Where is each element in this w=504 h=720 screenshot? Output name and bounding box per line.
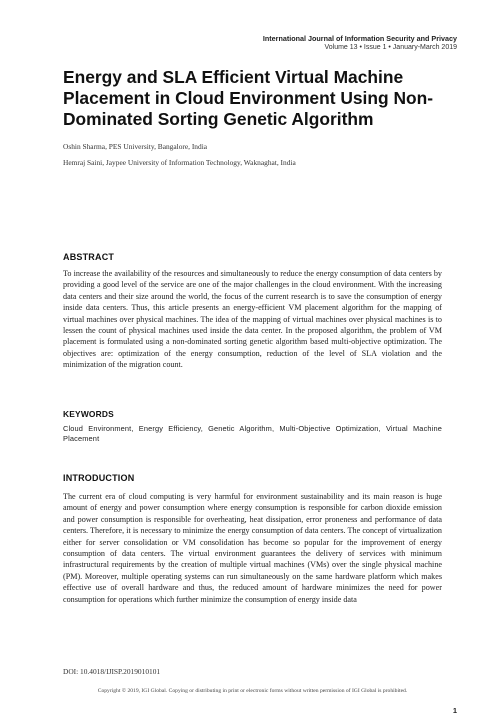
article-title: Energy and SLA Efficient Virtual Machine Placement in Cloud Environment Using Non-Dominated Sorting Genetic Algorithm	[63, 67, 434, 129]
keywords-body: Cloud Environment, Energy Efficiency, Genetic Algorithm, Multi-Objective Optimization, Virtual Machine Placement	[63, 424, 442, 443]
copyright-notice: Copyright © 2019, IGI Global. Copying or distributing in print or electronic forms without written permission of IGI Global is prohibited.	[97, 688, 408, 694]
journal-name: International Journal of Information Security and Privacy	[262, 34, 457, 43]
author-affiliation: Hemraj Saini, Jaypee University of Information Technology, Waknaghat, India	[63, 158, 296, 167]
abstract-heading: ABSTRACT	[63, 252, 115, 262]
page-number: 1	[452, 706, 457, 715]
introduction-body: The current era of cloud computing is very harmful for environment sustainability and its main reason is huge amount of energy and power consumption where energy consumption is responsible for carbon dioxide emission and power consumption is responsible for overheating, heat dissipation, error proneness and performance of data centers. Therefore, it is necessary to minimize the energy consumption of data centers. The concept of virtualization either for server consolidation or VM consolidation has become so popular for the improvement of energy consumption of data centers. The virtual environment guarantees the delivery of services with minimum infrastructural requirements by the creation of multiple virtual machines (VMs) over the single physical machine (PM). Moreover, multiple operating systems can run simultaneously on the same hardware platform which makes effective use of overall hardware and thus, the reduced amount of hardware minimizes the need for power consumption for operations which further minimize the consumption of energy inside data	[63, 492, 442, 604]
doi-label: DOI: 10.4018/IJISP.2019010101	[63, 667, 161, 676]
introduction-heading: INTRODUCTION	[63, 473, 135, 483]
abstract-body: To increase the availability of the resources and simultaneously to reduce the energy consumption of data centers by providing a good level of the service are one of the major challenges in the cloud environment. With the increasing data centers and their size around the world, the focus of the current research is to save the consumption of energy inside data centers. Thus, this article presents an energy-efficient VM placement algorithm for the mapping of virtual machines over physical machines. The idea of the mapping of virtual machines over physical machines is to lessen the count of physical machines used inside the data center. In the proposed algorithm, the problem of VM placement is formulated using a non-dominated sorting genetic algorithm based multi-objective optimization. The objectives are: optimization of the energy consumption, reduction of the level of SLA violation and the minimization of the migration count.	[63, 269, 442, 370]
author-list	[63, 142, 463, 174]
journal-issue: Volume 13 • Issue 1 • January-March 2019	[324, 44, 457, 51]
keywords-heading: KEYWORDS	[63, 409, 114, 419]
author-affiliation: Oshin Sharma, PES University, Bangalore, India	[63, 142, 208, 151]
